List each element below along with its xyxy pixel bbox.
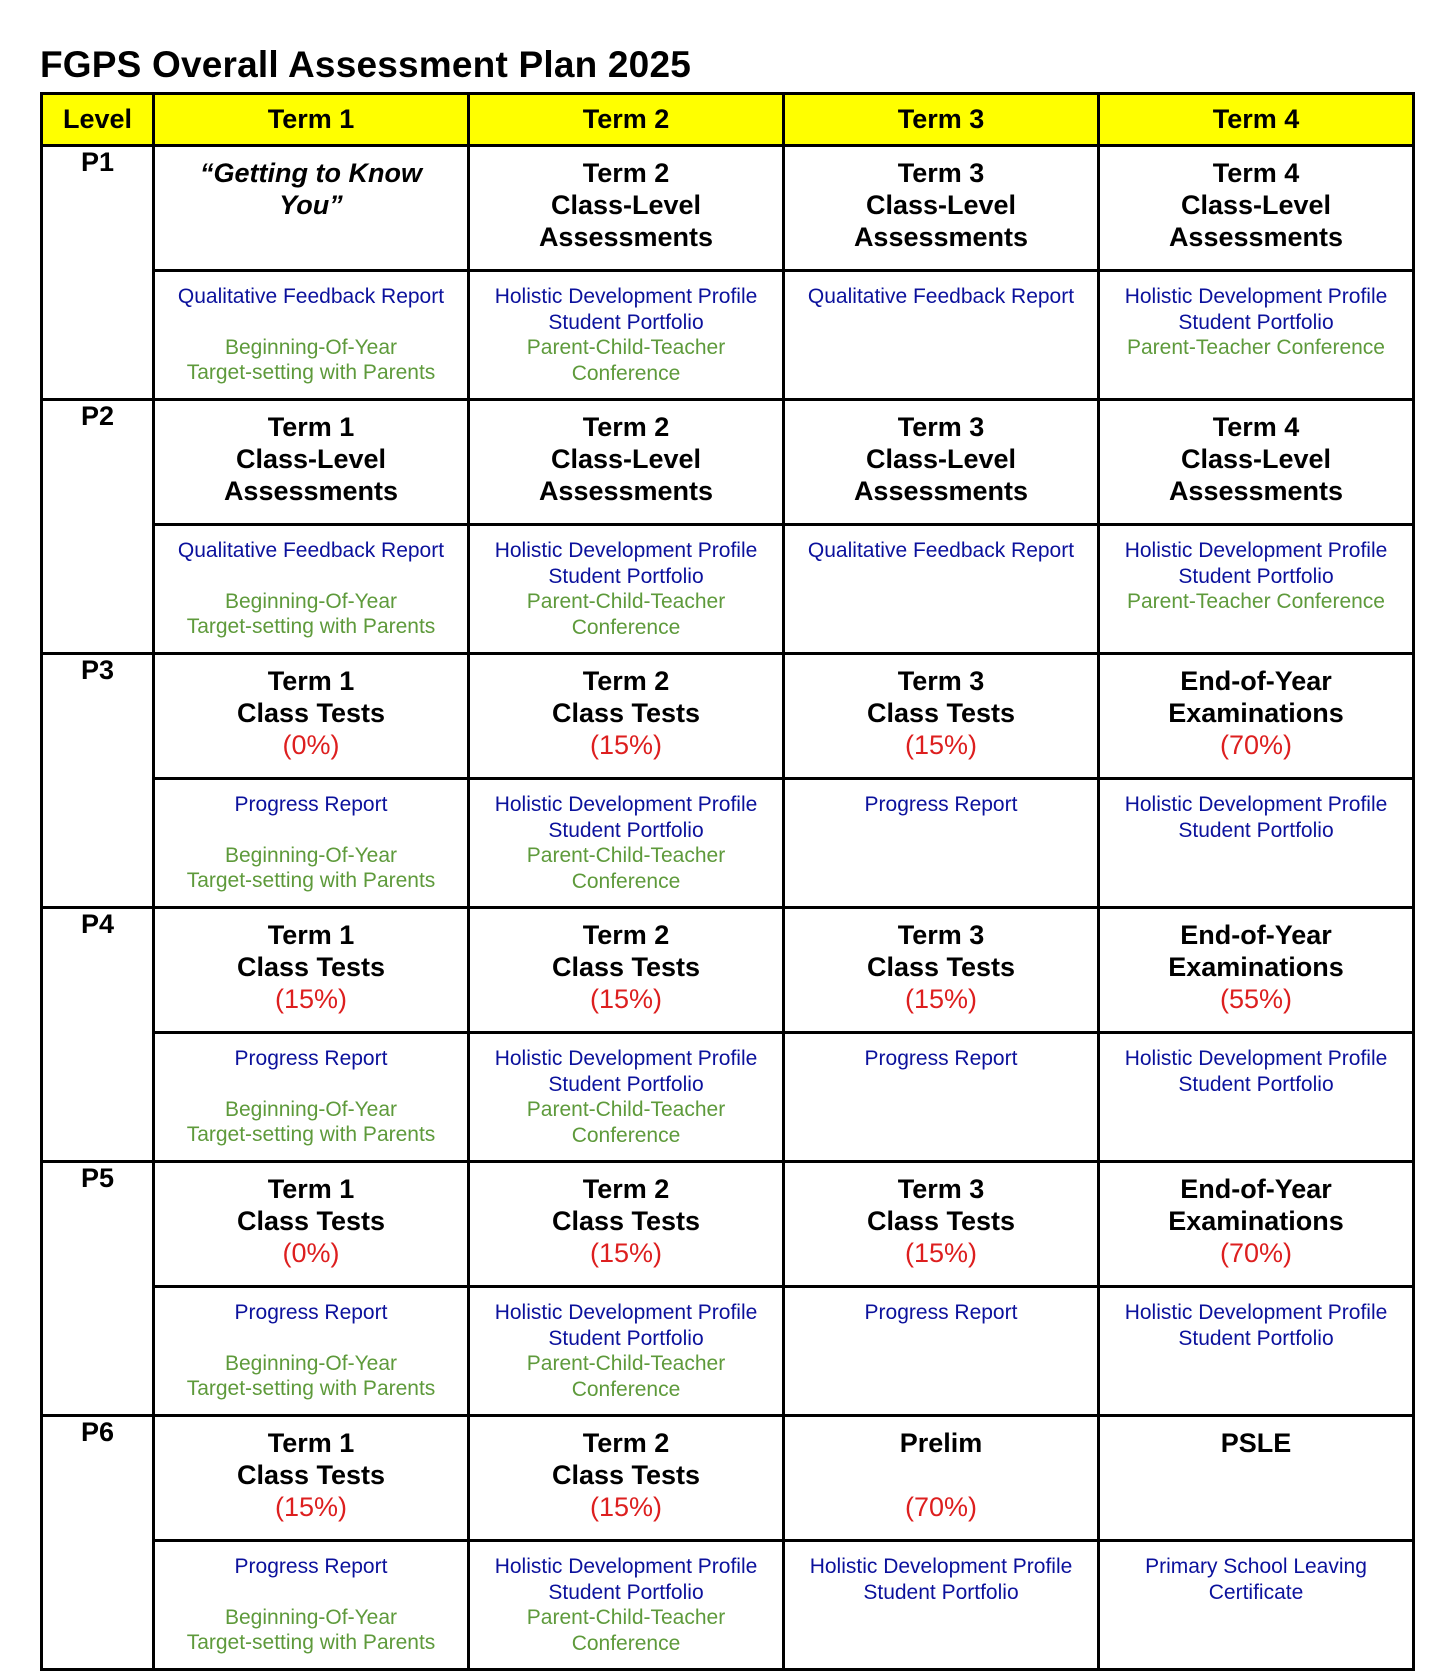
report-item: Qualitative Feedback Report bbox=[177, 285, 445, 308]
report-cell bbox=[1099, 779, 1414, 908]
assessment-line: Assessments bbox=[1168, 476, 1344, 506]
report-cell bbox=[1099, 1287, 1414, 1416]
engagement-item: Parent-Child-Teacher bbox=[526, 590, 726, 613]
engagement-item: Target-setting with Parents bbox=[186, 1123, 436, 1146]
assessment-cell bbox=[469, 146, 784, 271]
engagement-item: Target-setting with Parents bbox=[186, 869, 436, 892]
report-cell bbox=[469, 1541, 784, 1670]
engagement-item: Conference bbox=[571, 1377, 681, 1401]
assessment-line: Term 1 bbox=[267, 920, 355, 950]
page-title: FGPS Overall Assessment Plan 2025 bbox=[40, 44, 692, 85]
weightage-value: (15%) bbox=[589, 730, 663, 760]
assessment-line bbox=[785, 1459, 1097, 1491]
report-item: Holistic Development Profile bbox=[809, 1555, 1073, 1578]
header-term-1: Term 1 bbox=[154, 94, 469, 146]
weightage-value: (70%) bbox=[904, 1492, 978, 1522]
assessment-cell bbox=[784, 908, 1099, 1033]
assessment-line: Examinations bbox=[1168, 1206, 1344, 1236]
report-item: Student Portfolio bbox=[548, 564, 704, 588]
weightage-value: (15%) bbox=[904, 730, 978, 760]
assessment-line: Class Tests bbox=[551, 698, 701, 728]
assessment-row bbox=[42, 146, 1414, 271]
report-item: Holistic Development Profile bbox=[1124, 285, 1388, 308]
report-row bbox=[42, 1541, 1414, 1670]
weightage-value: (0%) bbox=[282, 1238, 340, 1268]
assessment-row bbox=[42, 1162, 1414, 1287]
report-cell bbox=[154, 525, 469, 654]
header-term-4: Term 4 bbox=[1099, 94, 1414, 146]
header-row bbox=[42, 94, 1414, 146]
assessment-line: Assessments bbox=[538, 222, 714, 252]
report-item: Primary School Leaving bbox=[1145, 1555, 1367, 1578]
assessment-plan-table bbox=[40, 92, 1415, 1671]
report-item: Progress Report bbox=[234, 1555, 388, 1578]
engagement-item: Parent-Child-Teacher bbox=[526, 1352, 726, 1375]
engagement-item: Conference bbox=[571, 361, 681, 385]
report-item: Holistic Development Profile bbox=[494, 285, 758, 308]
report-item: Student Portfolio bbox=[1178, 564, 1334, 588]
weightage-value: (15%) bbox=[589, 984, 663, 1014]
report-item: Holistic Development Profile bbox=[494, 793, 758, 816]
assessment-cell bbox=[154, 146, 469, 271]
weightage-value: (15%) bbox=[274, 984, 348, 1014]
assessment-line: Class Tests bbox=[866, 952, 1016, 982]
assessment-line: Assessments bbox=[1168, 222, 1344, 252]
engagement-item: Beginning-Of-Year bbox=[225, 1097, 397, 1121]
assessment-cell bbox=[1099, 908, 1414, 1033]
header-term-3: Term 3 bbox=[784, 94, 1099, 146]
report-item: Holistic Development Profile bbox=[1124, 1301, 1388, 1324]
assessment-line: Term 4 bbox=[1212, 158, 1300, 188]
report-cell bbox=[784, 1541, 1099, 1670]
plan-body bbox=[42, 146, 1414, 1670]
report-item: Student Portfolio bbox=[863, 1580, 1019, 1604]
assessment-line: Examinations bbox=[1168, 952, 1344, 982]
level-cell: P3 bbox=[42, 654, 154, 908]
spacer bbox=[155, 1072, 467, 1097]
report-item: Progress Report bbox=[234, 1301, 388, 1324]
assessment-line: Term 3 bbox=[897, 666, 985, 696]
report-item: Holistic Development Profile bbox=[494, 1301, 758, 1324]
assessment-line: End-of-Year bbox=[1180, 1174, 1332, 1204]
level-cell: P4 bbox=[42, 908, 154, 1162]
engagement-item: Target-setting with Parents bbox=[186, 1377, 436, 1400]
assessment-cell bbox=[469, 908, 784, 1033]
report-cell bbox=[154, 1541, 469, 1670]
engagement-item: Beginning-Of-Year bbox=[225, 1351, 397, 1375]
assessment-cell bbox=[784, 654, 1099, 779]
report-item: Student Portfolio bbox=[1178, 310, 1334, 334]
report-row bbox=[42, 1033, 1414, 1162]
assessment-cell bbox=[154, 1416, 469, 1541]
assessment-line: Class-Level bbox=[865, 190, 1017, 220]
assessment-cell bbox=[469, 1162, 784, 1287]
report-cell bbox=[784, 1287, 1099, 1416]
assessment-line: Class Tests bbox=[551, 952, 701, 982]
assessment-line: Assessments bbox=[853, 476, 1029, 506]
assessment-cell bbox=[469, 654, 784, 779]
assessment-line: PSLE bbox=[1220, 1428, 1292, 1458]
assessment-cell bbox=[154, 908, 469, 1033]
header-level: Level bbox=[42, 94, 154, 146]
engagement-item: Parent-Child-Teacher bbox=[526, 1098, 726, 1121]
report-item: Qualitative Feedback Report bbox=[807, 285, 1075, 308]
report-cell bbox=[154, 271, 469, 400]
weightage-value: (15%) bbox=[904, 1238, 978, 1268]
report-item: Student Portfolio bbox=[548, 1326, 704, 1350]
assessment-line: Term 2 bbox=[582, 158, 670, 188]
assessment-line: “Getting to Know bbox=[200, 158, 422, 188]
assessment-line: Class Tests bbox=[236, 952, 386, 982]
report-row bbox=[42, 1287, 1414, 1416]
spacer bbox=[155, 1580, 467, 1605]
report-item: Progress Report bbox=[864, 1047, 1018, 1070]
assessment-line: Term 1 bbox=[267, 666, 355, 696]
assessment-cell bbox=[784, 1162, 1099, 1287]
report-cell bbox=[1099, 1541, 1414, 1670]
report-cell bbox=[1099, 525, 1414, 654]
assessment-line: Term 3 bbox=[897, 1174, 985, 1204]
assessment-line: Class-Level bbox=[235, 444, 387, 474]
report-cell bbox=[469, 779, 784, 908]
report-cell bbox=[784, 1033, 1099, 1162]
engagement-item: Parent-Child-Teacher bbox=[526, 844, 726, 867]
engagement-item: Parent-Teacher Conference bbox=[1127, 336, 1385, 359]
report-item: Student Portfolio bbox=[548, 1580, 704, 1604]
engagement-item: Beginning-Of-Year bbox=[225, 589, 397, 613]
report-item: Progress Report bbox=[864, 1301, 1018, 1324]
engagement-item: Parent-Child-Teacher bbox=[526, 336, 726, 359]
report-item: Holistic Development Profile bbox=[1124, 539, 1388, 562]
report-cell bbox=[1099, 1033, 1414, 1162]
engagement-item: Parent-Teacher Conference bbox=[1127, 590, 1385, 613]
assessment-line: Term 3 bbox=[897, 412, 985, 442]
report-cell bbox=[154, 1033, 469, 1162]
assessment-line: Term 2 bbox=[582, 666, 670, 696]
assessment-line: Term 2 bbox=[582, 412, 670, 442]
assessment-line: Term 1 bbox=[267, 1174, 355, 1204]
report-item: Qualitative Feedback Report bbox=[807, 539, 1075, 562]
assessment-line: Term 2 bbox=[582, 1174, 670, 1204]
report-cell bbox=[784, 271, 1099, 400]
report-item: Student Portfolio bbox=[1178, 1072, 1334, 1096]
engagement-item: Beginning-Of-Year bbox=[225, 335, 397, 359]
engagement-item: Parent-Child-Teacher bbox=[526, 1606, 726, 1629]
assessment-line: Term 2 bbox=[582, 1428, 670, 1458]
assessment-line: Term 2 bbox=[582, 920, 670, 950]
assessment-cell bbox=[469, 1416, 784, 1541]
assessment-cell bbox=[154, 400, 469, 525]
assessment-line: Assessments bbox=[223, 476, 399, 506]
assessment-row bbox=[42, 654, 1414, 779]
weightage-value: (55%) bbox=[1219, 984, 1293, 1014]
assessment-line: Class-Level bbox=[550, 444, 702, 474]
assessment-line: Term 3 bbox=[897, 920, 985, 950]
assessment-cell bbox=[784, 146, 1099, 271]
assessment-line: Class Tests bbox=[236, 1206, 386, 1236]
report-cell bbox=[784, 525, 1099, 654]
assessment-line: Term 1 bbox=[267, 1428, 355, 1458]
report-cell bbox=[154, 1287, 469, 1416]
report-row bbox=[42, 779, 1414, 908]
assessment-line: End-of-Year bbox=[1180, 666, 1332, 696]
report-item: Qualitative Feedback Report bbox=[177, 539, 445, 562]
assessment-line: Examinations bbox=[1168, 698, 1344, 728]
report-item: Holistic Development Profile bbox=[494, 1047, 758, 1070]
assessment-line: Class-Level bbox=[1180, 190, 1332, 220]
assessment-line: Prelim bbox=[899, 1428, 983, 1458]
report-cell bbox=[469, 271, 784, 400]
assessment-line: Class-Level bbox=[865, 444, 1017, 474]
engagement-item: Target-setting with Parents bbox=[186, 615, 436, 638]
report-item: Student Portfolio bbox=[1178, 1326, 1334, 1350]
weightage-value: (70%) bbox=[1219, 730, 1293, 760]
assessment-cell bbox=[1099, 1416, 1414, 1541]
weightage-value: (70%) bbox=[1219, 1238, 1293, 1268]
weightage-value: (15%) bbox=[589, 1492, 663, 1522]
assessment-row bbox=[42, 908, 1414, 1033]
report-item: Progress Report bbox=[234, 1047, 388, 1070]
engagement-item: Conference bbox=[571, 1123, 681, 1147]
engagement-item: Conference bbox=[571, 1631, 681, 1655]
assessment-cell bbox=[784, 400, 1099, 525]
assessment-line: Class-Level bbox=[1180, 444, 1332, 474]
assessment-line: You” bbox=[279, 190, 343, 220]
report-row bbox=[42, 525, 1414, 654]
assessment-line: Class Tests bbox=[866, 698, 1016, 728]
assessment-line: Class Tests bbox=[236, 698, 386, 728]
report-item: Holistic Development Profile bbox=[1124, 793, 1388, 816]
report-item: Student Portfolio bbox=[1178, 818, 1334, 842]
spacer bbox=[155, 564, 467, 589]
engagement-item: Conference bbox=[571, 615, 681, 639]
report-item: Holistic Development Profile bbox=[494, 1555, 758, 1578]
report-item: Certificate bbox=[1208, 1580, 1304, 1604]
report-item: Holistic Development Profile bbox=[1124, 1047, 1388, 1070]
report-cell bbox=[784, 779, 1099, 908]
report-cell bbox=[154, 779, 469, 908]
engagement-item: Beginning-Of-Year bbox=[225, 1605, 397, 1629]
assessment-cell bbox=[1099, 1162, 1414, 1287]
level-cell: P1 bbox=[42, 146, 154, 400]
assessment-cell bbox=[469, 400, 784, 525]
level-cell: P5 bbox=[42, 1162, 154, 1416]
level-cell: P6 bbox=[42, 1416, 154, 1670]
assessment-line: Term 3 bbox=[897, 158, 985, 188]
report-row bbox=[42, 271, 1414, 400]
assessment-line: Class Tests bbox=[866, 1206, 1016, 1236]
assessment-line: Term 1 bbox=[267, 412, 355, 442]
assessment-line: Assessments bbox=[853, 222, 1029, 252]
report-cell bbox=[469, 1033, 784, 1162]
spacer bbox=[155, 1326, 467, 1351]
assessment-row bbox=[42, 400, 1414, 525]
assessment-cell bbox=[1099, 654, 1414, 779]
report-item: Progress Report bbox=[234, 793, 388, 816]
weightage-value: (15%) bbox=[589, 1238, 663, 1268]
level-cell: P2 bbox=[42, 400, 154, 654]
assessment-line: Term 4 bbox=[1212, 412, 1300, 442]
report-item: Progress Report bbox=[864, 793, 1018, 816]
assessment-line: Class Tests bbox=[551, 1460, 701, 1490]
header-term-2: Term 2 bbox=[469, 94, 784, 146]
report-cell bbox=[469, 525, 784, 654]
assessment-line: End-of-Year bbox=[1180, 920, 1332, 950]
weightage-value: (15%) bbox=[274, 1492, 348, 1522]
assessment-line: Assessments bbox=[538, 476, 714, 506]
spacer bbox=[155, 310, 467, 335]
report-item: Student Portfolio bbox=[548, 310, 704, 334]
assessment-row bbox=[42, 1416, 1414, 1541]
weightage-value: (15%) bbox=[904, 984, 978, 1014]
weightage-value: (0%) bbox=[282, 730, 340, 760]
assessment-line: Class Tests bbox=[236, 1460, 386, 1490]
report-item: Student Portfolio bbox=[548, 1072, 704, 1096]
assessment-line: Class Tests bbox=[551, 1206, 701, 1236]
engagement-item: Target-setting with Parents bbox=[186, 1631, 436, 1654]
assessment-line: Class-Level bbox=[550, 190, 702, 220]
spacer bbox=[155, 818, 467, 843]
report-item: Holistic Development Profile bbox=[494, 539, 758, 562]
report-cell bbox=[1099, 271, 1414, 400]
assessment-cell bbox=[1099, 400, 1414, 525]
assessment-cell bbox=[154, 1162, 469, 1287]
engagement-item: Conference bbox=[571, 869, 681, 893]
report-item: Student Portfolio bbox=[548, 818, 704, 842]
assessment-cell bbox=[154, 654, 469, 779]
assessment-cell bbox=[784, 1416, 1099, 1541]
engagement-item: Target-setting with Parents bbox=[186, 361, 436, 384]
report-cell bbox=[469, 1287, 784, 1416]
engagement-item: Beginning-Of-Year bbox=[225, 843, 397, 867]
assessment-cell bbox=[1099, 146, 1414, 271]
